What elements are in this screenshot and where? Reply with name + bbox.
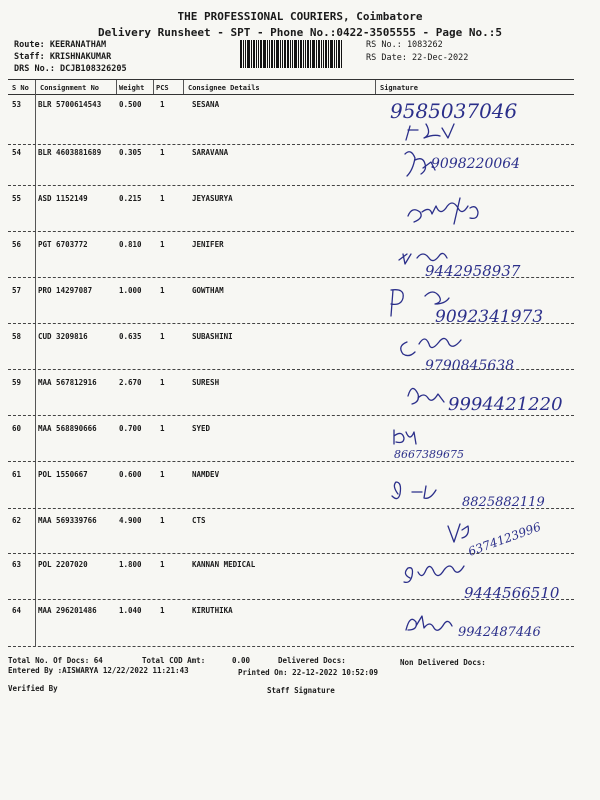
svg-text:6374123996: 6374123996 xyxy=(466,519,543,559)
route-label: Route: KEERANATHAM xyxy=(14,40,107,50)
row-weight: 1.040 xyxy=(119,606,142,615)
row-pcs: 1 xyxy=(160,560,165,569)
rs-number: RS No.: 1083262 xyxy=(366,40,443,50)
row-divider xyxy=(8,369,574,370)
barcode-bar xyxy=(318,40,320,68)
row-pcs: 1 xyxy=(160,606,165,615)
row-weight: 0.635 xyxy=(119,332,142,341)
row-divider xyxy=(8,599,574,600)
document-subtitle: Delivery Runsheet - SPT - Phone No.:0422-3505555 - Page No.:5 xyxy=(98,26,502,39)
row-pcs: 1 xyxy=(160,516,165,525)
table-row xyxy=(0,326,600,374)
col-header-consignment: Consignment No xyxy=(40,84,100,92)
svg-text:9790845638: 9790845638 xyxy=(425,358,515,374)
table-row xyxy=(0,372,600,416)
row-consignee: CTS xyxy=(192,516,206,525)
barcode-bar xyxy=(303,40,304,68)
row-pcs: 1 xyxy=(160,424,165,433)
barcode-bar xyxy=(260,40,262,68)
row-pcs: 1 xyxy=(160,470,165,479)
row-sno: 62 xyxy=(12,516,22,525)
drs-number: DRS No.: DCJB108326205 xyxy=(14,64,127,74)
col-header-weight: Weight xyxy=(119,84,145,92)
barcode-bar xyxy=(336,40,337,68)
column-divider xyxy=(153,80,154,94)
verified-by: Verified By xyxy=(8,684,58,693)
row-weight: 2.670 xyxy=(119,378,142,387)
row-pcs: 1 xyxy=(160,286,165,295)
row-sno: 63 xyxy=(12,560,22,569)
row-weight: 0.600 xyxy=(119,470,142,479)
col-header-signature: Signature xyxy=(380,84,418,92)
row-consignment: CUD 3209816 xyxy=(38,332,88,341)
row-consignee: KIRUTHIKA xyxy=(192,606,233,615)
row-weight: 0.215 xyxy=(119,194,142,203)
col-header-consignee: Consignee Details xyxy=(188,84,260,92)
barcode-bar xyxy=(298,40,299,68)
row-weight: 1.000 xyxy=(119,286,142,295)
row-consignee: JENIFER xyxy=(192,240,224,249)
row-pcs: 1 xyxy=(160,240,165,249)
barcode-bar xyxy=(292,40,293,68)
row-weight: 1.800 xyxy=(119,560,142,569)
row-sno: 64 xyxy=(12,606,22,615)
rs-date: RS Date: 22-Dec-2022 xyxy=(366,53,469,63)
barcode-bar xyxy=(280,40,281,68)
barcode-bar xyxy=(310,40,311,68)
non-delivered-docs: Non Delivered Docs: xyxy=(400,658,486,667)
row-divider xyxy=(8,185,574,186)
row-weight: 0.700 xyxy=(119,424,142,433)
row-divider xyxy=(8,144,574,145)
barcode xyxy=(240,40,358,68)
barcode-bar xyxy=(267,40,268,68)
svg-text:9442958937: 9442958937 xyxy=(425,262,521,280)
row-weight: 4.900 xyxy=(119,516,142,525)
row-consignment: PGT 6703772 xyxy=(38,240,88,249)
column-divider xyxy=(116,80,117,94)
table-row xyxy=(0,510,600,559)
total-cod-value: 0.00 xyxy=(232,656,251,665)
total-cod-label: Total COD Amt: xyxy=(142,656,206,665)
row-sno: 60 xyxy=(12,424,22,433)
row-consignee: JEYASURYA xyxy=(192,194,233,203)
table-row xyxy=(0,280,600,327)
row-consignment: PRO 14297087 xyxy=(38,286,93,295)
barcode-bar xyxy=(256,40,257,68)
row-sno: 59 xyxy=(12,378,22,387)
svg-text:9585037046: 9585037046 xyxy=(390,99,518,123)
row-divider xyxy=(8,508,574,509)
signature-handwriting xyxy=(400,558,590,602)
barcode-bar xyxy=(282,40,283,68)
signature-handwriting xyxy=(395,146,575,194)
svg-text:9942487446: 9942487446 xyxy=(458,625,541,640)
barcode-bar xyxy=(274,40,275,68)
svg-text:9444566510: 9444566510 xyxy=(464,584,560,602)
barcode-bar xyxy=(325,40,327,68)
barcode-bar xyxy=(258,40,259,68)
row-sno: 58 xyxy=(12,332,22,341)
delivered-docs: Delivered Docs: xyxy=(278,656,346,665)
row-consignment: POL 2207020 xyxy=(38,560,88,569)
row-pcs: 1 xyxy=(160,100,165,109)
svg-text:9098220064: 9098220064 xyxy=(431,156,521,172)
barcode-bar xyxy=(323,40,324,68)
row-divider xyxy=(8,277,574,278)
row-consignee: SURESH xyxy=(192,378,220,387)
signature-handwriting xyxy=(380,94,580,142)
entered-by: Entered By :AISWARYA 12/22/2022 11:21:43 xyxy=(8,666,189,675)
barcode-bar xyxy=(287,40,289,68)
row-consignment: BLR 5700614543 xyxy=(38,100,102,109)
row-consignee: SARAVANA xyxy=(192,148,229,157)
row-pcs: 1 xyxy=(160,378,165,387)
barcode-bar xyxy=(294,40,297,68)
row-consignee: NAMDEV xyxy=(192,470,220,479)
col-header-pcs: PCS xyxy=(156,84,169,92)
row-consignment: BLR 4603881689 xyxy=(38,148,102,157)
row-divider xyxy=(8,323,574,324)
row-consignment: MAA 296201486 xyxy=(38,606,97,615)
table-row xyxy=(0,464,600,508)
row-consignee: SUBASHINI xyxy=(192,332,233,341)
row-weight: 0.305 xyxy=(119,148,142,157)
barcode-bar xyxy=(245,40,246,68)
table-row xyxy=(0,188,600,232)
col-header-sno: S No xyxy=(12,84,29,92)
barcode-bar xyxy=(300,40,302,68)
row-consignee: GOWTHAM xyxy=(192,286,224,295)
svg-text:8825882119: 8825882119 xyxy=(462,495,545,510)
barcode-bar xyxy=(338,40,340,68)
total-docs: Total No. Of Docs: 64 xyxy=(8,656,103,665)
barcode-bar xyxy=(334,40,335,68)
row-sno: 56 xyxy=(12,240,22,249)
row-pcs: 1 xyxy=(160,332,165,341)
row-weight: 0.500 xyxy=(119,100,142,109)
row-sno: 61 xyxy=(12,470,22,479)
column-divider xyxy=(183,80,184,94)
signature-handwriting xyxy=(400,606,580,646)
row-pcs: 1 xyxy=(160,194,165,203)
table-row xyxy=(0,556,600,600)
row-divider xyxy=(8,553,574,554)
printed-on: Printed On: 22-12-2022 10:52:09 xyxy=(238,668,378,677)
table-row xyxy=(0,234,600,278)
barcode-bar xyxy=(341,40,342,68)
barcode-bar xyxy=(263,40,266,68)
barcode-bar xyxy=(251,40,252,68)
barcode-bar xyxy=(321,40,322,68)
row-sno: 54 xyxy=(12,148,22,157)
barcode-bar xyxy=(305,40,306,68)
row-consignment: MAA 569339766 xyxy=(38,516,97,525)
barcode-bar xyxy=(312,40,315,68)
barcode-bar xyxy=(271,40,273,68)
barcode-bar xyxy=(243,40,244,68)
barcode-bar xyxy=(330,40,333,68)
barcode-bar xyxy=(328,40,329,68)
signature-handwriting xyxy=(395,330,575,374)
barcode-bar xyxy=(269,40,270,68)
svg-text:8667389675: 8667389675 xyxy=(394,448,464,461)
row-sno: 53 xyxy=(12,100,22,109)
barcode-bar xyxy=(316,40,317,68)
table-row xyxy=(0,418,600,462)
table-top-rule xyxy=(8,79,574,80)
row-divider xyxy=(8,461,574,462)
row-sno: 57 xyxy=(12,286,22,295)
barcode-bar xyxy=(240,40,242,68)
barcode-bar xyxy=(284,40,286,68)
row-consignment: MAA 567812916 xyxy=(38,378,97,387)
barcode-bar xyxy=(290,40,291,68)
barcode-bar xyxy=(247,40,250,68)
signature-handwriting xyxy=(440,514,580,562)
row-consignee: SESANA xyxy=(192,100,220,109)
svg-text:9994421220: 9994421220 xyxy=(448,394,563,415)
barcode-bar xyxy=(276,40,279,68)
document-title: THE PROFESSIONAL COURIERS, Coimbatore xyxy=(177,10,423,23)
svg-text:9092341973: 9092341973 xyxy=(435,307,544,327)
table-row xyxy=(0,98,600,144)
row-pcs: 1 xyxy=(160,148,165,157)
staff-signature-label: Staff Signature xyxy=(267,686,335,695)
row-divider xyxy=(8,231,574,232)
row-consignee: SYED xyxy=(192,424,211,433)
signature-handwriting xyxy=(400,376,595,420)
signature-handwriting xyxy=(400,188,520,228)
row-consignee: KANNAN MEDICAL xyxy=(192,560,256,569)
row-consignment: POL 1550667 xyxy=(38,470,88,479)
column-divider xyxy=(375,80,376,94)
row-consignment: ASD 1152149 xyxy=(38,194,88,203)
table-row xyxy=(0,602,600,646)
row-sno: 55 xyxy=(12,194,22,203)
row-weight: 0.810 xyxy=(119,240,142,249)
barcode-bar xyxy=(253,40,255,68)
signature-handwriting xyxy=(390,422,510,466)
row-consignment: MAA 568890666 xyxy=(38,424,97,433)
staff-label: Staff: KRISHNAKUMAR xyxy=(14,52,112,62)
row-divider xyxy=(8,646,574,647)
barcode-bar xyxy=(307,40,309,68)
row-divider xyxy=(8,415,574,416)
